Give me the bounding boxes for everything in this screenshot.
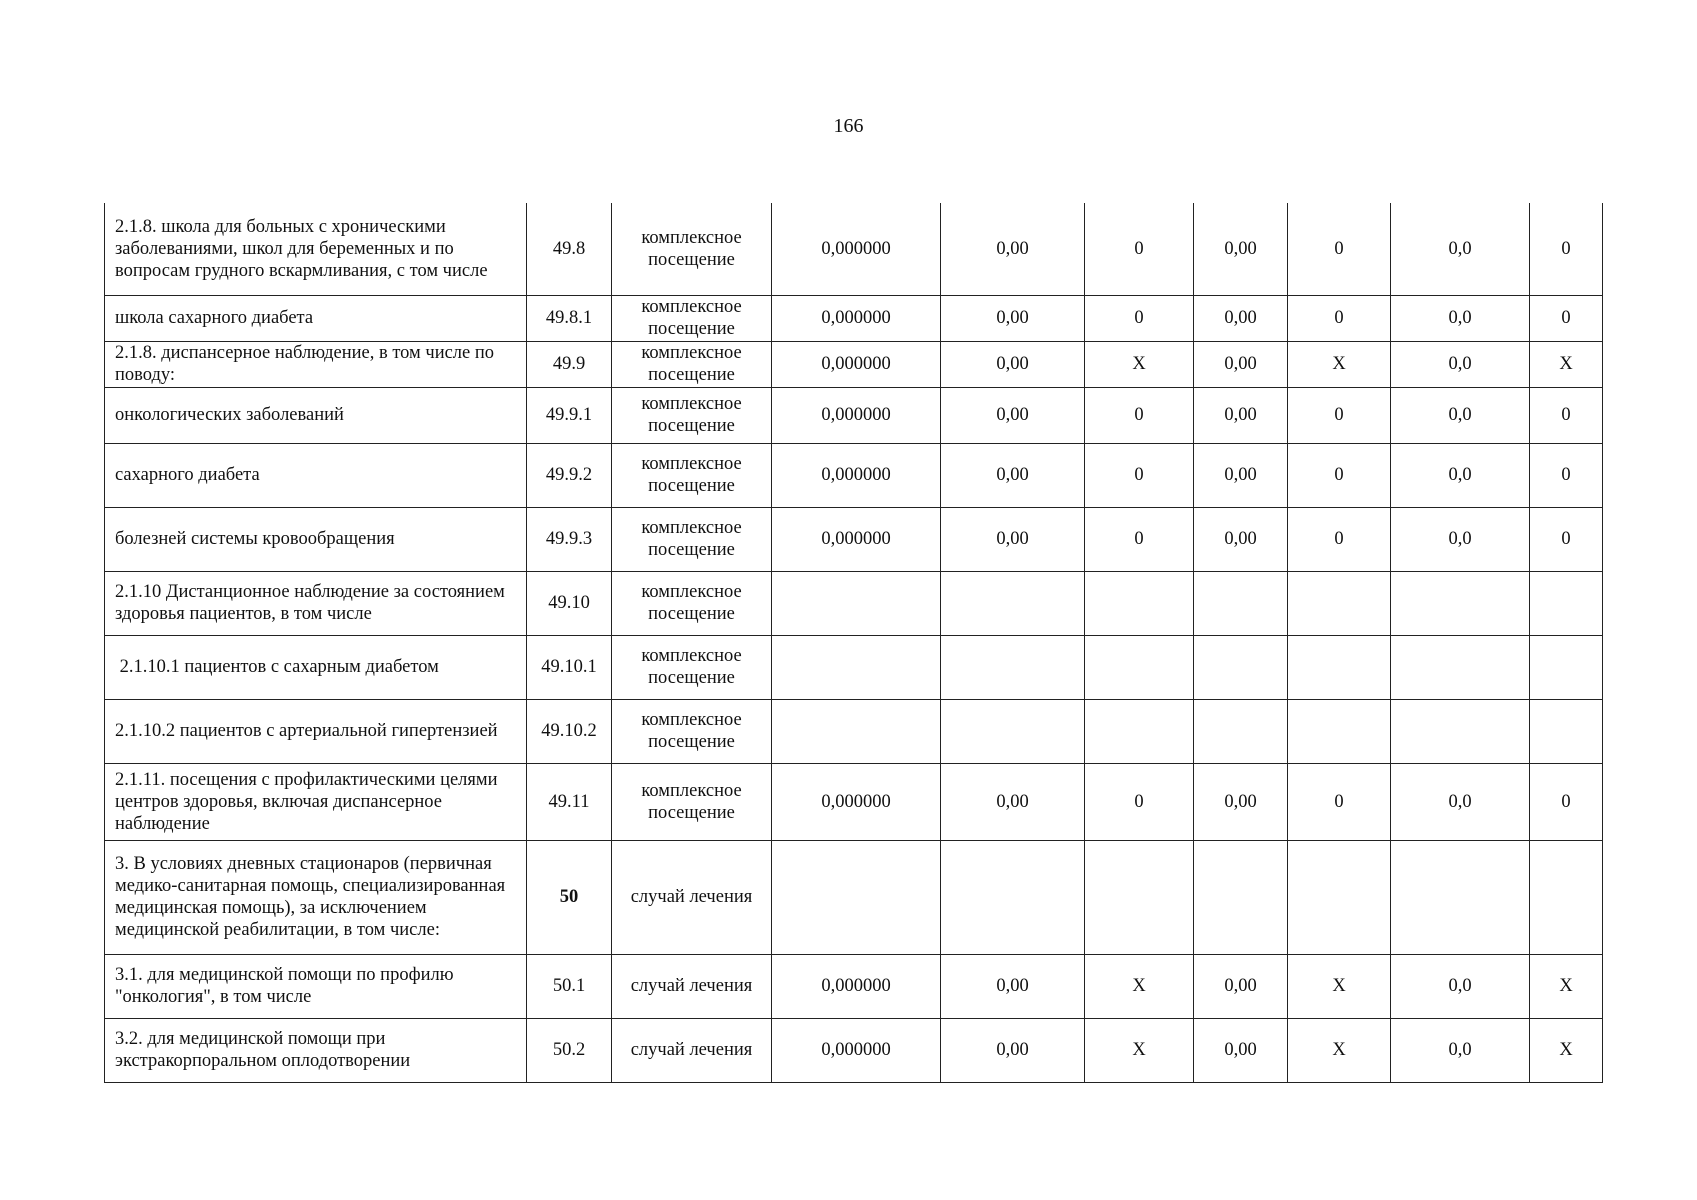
cell-c2: 0,00 (941, 954, 1085, 1018)
cell-c5: 0 (1288, 295, 1391, 341)
cell-c1 (772, 571, 941, 635)
cell-c6: 0,0 (1391, 443, 1530, 507)
cell-c4: 0,00 (1194, 203, 1288, 295)
row-unit: комплексное посещение (612, 295, 772, 341)
row-name: 2.1.11. посещения с профилактическими целями центров здоровья, включая диспансерное наблюдение (105, 763, 527, 840)
cell-c4: 0,00 (1194, 954, 1288, 1018)
row-name: 2.1.10.1 пациентов с сахарным диабетом (105, 635, 527, 699)
cell-c2 (941, 699, 1085, 763)
row-name: 2.1.8. диспансерное наблюдение, в том числе по поводу: (105, 341, 527, 387)
cell-c2: 0,00 (941, 507, 1085, 571)
cell-c6: 0,0 (1391, 203, 1530, 295)
cell-c5: 0 (1288, 763, 1391, 840)
cell-c2 (941, 571, 1085, 635)
cell-c3 (1085, 571, 1194, 635)
cell-c5 (1288, 571, 1391, 635)
row-unit: случай лечения (612, 1018, 772, 1082)
cell-c2: 0,00 (941, 387, 1085, 443)
cell-c4: 0,00 (1194, 1018, 1288, 1082)
cell-c2 (941, 635, 1085, 699)
row-unit: комплексное посещение (612, 635, 772, 699)
cell-c5: X (1288, 341, 1391, 387)
cell-c7 (1530, 699, 1603, 763)
row-name: 2.1.10 Дистанционное наблюдение за состоянием здоровья пациентов, в том числе (105, 571, 527, 635)
cell-c3: X (1085, 1018, 1194, 1082)
row-unit: комплексное посещение (612, 341, 772, 387)
cell-c1: 0,000000 (772, 507, 941, 571)
cell-c3: 0 (1085, 507, 1194, 571)
cell-c7 (1530, 571, 1603, 635)
cell-c7: 0 (1530, 295, 1603, 341)
cell-c6: 0,0 (1391, 954, 1530, 1018)
cell-c4 (1194, 840, 1288, 954)
row-unit: комплексное посещение (612, 387, 772, 443)
row-code: 49.10.2 (527, 699, 612, 763)
data-table (104, 203, 1603, 1083)
cell-c6: 0,0 (1391, 387, 1530, 443)
cell-c6 (1391, 840, 1530, 954)
row-unit: случай лечения (612, 840, 772, 954)
cell-c2: 0,00 (941, 763, 1085, 840)
cell-c2 (941, 840, 1085, 954)
cell-c3: 0 (1085, 387, 1194, 443)
row-name: 2.1.10.2 пациентов с артериальной гипертензией (105, 699, 527, 763)
cell-c1: 0,000000 (772, 443, 941, 507)
table-row (105, 635, 1603, 699)
cell-c3: 0 (1085, 295, 1194, 341)
row-unit: случай лечения (612, 954, 772, 1018)
cell-c1: 0,000000 (772, 341, 941, 387)
cell-c2: 0,00 (941, 443, 1085, 507)
row-unit: комплексное посещение (612, 443, 772, 507)
cell-c7: X (1530, 341, 1603, 387)
cell-c3: 0 (1085, 443, 1194, 507)
table-row (105, 443, 1603, 507)
cell-c4: 0,00 (1194, 763, 1288, 840)
cell-c2: 0,00 (941, 295, 1085, 341)
row-name: 3. В условиях дневных стационаров (первичная медико-санитарная помощь, специализированная медицинская помощь), за исключением медицинской реабилитации, в том числе: (105, 840, 527, 954)
row-unit: комплексное посещение (612, 699, 772, 763)
table-row (105, 954, 1603, 1018)
cell-c7 (1530, 635, 1603, 699)
cell-c6 (1391, 635, 1530, 699)
cell-c6: 0,0 (1391, 763, 1530, 840)
row-name: онкологических заболеваний (105, 387, 527, 443)
cell-c5: 0 (1288, 203, 1391, 295)
row-name: школа сахарного диабета (105, 295, 527, 341)
cell-c6: 0,0 (1391, 341, 1530, 387)
cell-c6: 0,0 (1391, 295, 1530, 341)
cell-c6 (1391, 699, 1530, 763)
cell-c7: 0 (1530, 203, 1603, 295)
table-row (105, 203, 1603, 295)
row-unit: комплексное посещение (612, 507, 772, 571)
cell-c1: 0,000000 (772, 295, 941, 341)
row-code: 50.1 (527, 954, 612, 1018)
row-name: 2.1.8. школа для больных с хроническими заболеваниями, школ для беременных и по вопросам грудного вскармливания, с том числе (105, 203, 527, 295)
row-code: 49.9.1 (527, 387, 612, 443)
page-number: 166 (833, 115, 864, 137)
cell-c6: 0,0 (1391, 507, 1530, 571)
cell-c1: 0,000000 (772, 203, 941, 295)
row-code: 50.2 (527, 1018, 612, 1082)
cell-c7: X (1530, 1018, 1603, 1082)
cell-c4 (1194, 699, 1288, 763)
row-code: 49.11 (527, 763, 612, 840)
row-code: 49.9.2 (527, 443, 612, 507)
cell-c5: 0 (1288, 507, 1391, 571)
cell-c5: 0 (1288, 443, 1391, 507)
cell-c4 (1194, 635, 1288, 699)
cell-c2: 0,00 (941, 1018, 1085, 1082)
cell-c1: 0,000000 (772, 763, 941, 840)
cell-c3: 0 (1085, 203, 1194, 295)
row-name: сахарного диабета (105, 443, 527, 507)
row-name: 3.1. для медицинской помощи по профилю "онкология", в том числе (105, 954, 527, 1018)
row-code: 49.10.1 (527, 635, 612, 699)
table-row (105, 387, 1603, 443)
cell-c6: 0,0 (1391, 1018, 1530, 1082)
cell-c7 (1530, 840, 1603, 954)
table-row (105, 840, 1603, 954)
table-row (105, 295, 1603, 341)
cell-c4: 0,00 (1194, 295, 1288, 341)
cell-c4 (1194, 571, 1288, 635)
row-name: 3.2. для медицинской помощи при экстракорпоральном оплодотворении (105, 1018, 527, 1082)
cell-c7: 0 (1530, 763, 1603, 840)
cell-c4: 0,00 (1194, 387, 1288, 443)
cell-c7: 0 (1530, 507, 1603, 571)
cell-c1 (772, 635, 941, 699)
cell-c6 (1391, 571, 1530, 635)
cell-c5: X (1288, 954, 1391, 1018)
cell-c5: X (1288, 1018, 1391, 1082)
cell-c5 (1288, 635, 1391, 699)
cell-c5: 0 (1288, 387, 1391, 443)
row-code: 49.8 (527, 203, 612, 295)
cell-c4: 0,00 (1194, 507, 1288, 571)
row-code: 49.9.3 (527, 507, 612, 571)
cell-c7: X (1530, 954, 1603, 1018)
table-row (105, 763, 1603, 840)
cell-c3: X (1085, 341, 1194, 387)
cell-c3 (1085, 635, 1194, 699)
cell-c4: 0,00 (1194, 341, 1288, 387)
table-row (105, 699, 1603, 763)
cell-c3 (1085, 699, 1194, 763)
cell-c1 (772, 840, 941, 954)
table-row (105, 507, 1603, 571)
cell-c1: 0,000000 (772, 954, 941, 1018)
cell-c7: 0 (1530, 443, 1603, 507)
row-code: 49.8.1 (527, 295, 612, 341)
cell-c1 (772, 699, 941, 763)
cell-c2: 0,00 (941, 341, 1085, 387)
cell-c1: 0,000000 (772, 1018, 941, 1082)
cell-c5 (1288, 699, 1391, 763)
cell-c4: 0,00 (1194, 443, 1288, 507)
row-code: 49.9 (527, 341, 612, 387)
table-row (105, 341, 1603, 387)
row-code: 49.10 (527, 571, 612, 635)
cell-c2: 0,00 (941, 203, 1085, 295)
row-code: 50 (527, 840, 612, 954)
cell-c3 (1085, 840, 1194, 954)
table-row (105, 1018, 1603, 1082)
row-unit: комплексное посещение (612, 203, 772, 295)
cell-c1: 0,000000 (772, 387, 941, 443)
cell-c5 (1288, 840, 1391, 954)
row-unit: комплексное посещение (612, 571, 772, 635)
row-name: болезней системы кровообращения (105, 507, 527, 571)
cell-c3: 0 (1085, 763, 1194, 840)
table-row (105, 571, 1603, 635)
cell-c3: X (1085, 954, 1194, 1018)
row-unit: комплексное посещение (612, 763, 772, 840)
cell-c7: 0 (1530, 387, 1603, 443)
